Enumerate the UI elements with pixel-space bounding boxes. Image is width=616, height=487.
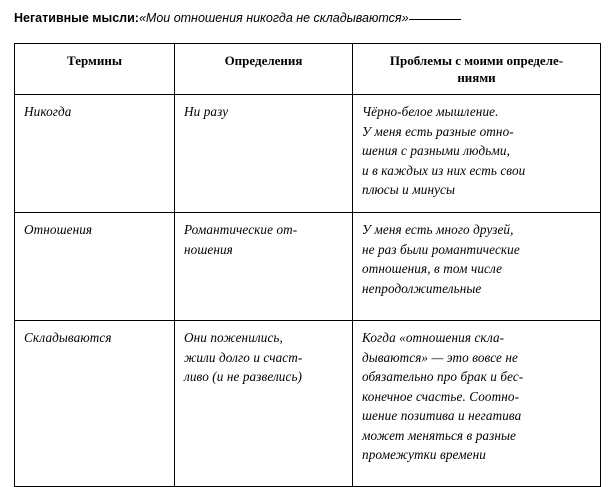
column-header-definitions: Определения bbox=[175, 44, 353, 95]
problem-line: плюсы и минусы bbox=[362, 182, 456, 197]
page-title-quote: «Мои отношения никогда не складываются» bbox=[138, 11, 409, 25]
problem-line: не раз были романтические bbox=[362, 241, 520, 257]
cell-problem bbox=[353, 95, 601, 213]
problem-line: У меня есть много друзей, bbox=[362, 222, 514, 237]
problem-line: и в каждых из них есть свои bbox=[362, 162, 526, 178]
problem-line: промежутки времени bbox=[362, 447, 486, 462]
table-row bbox=[15, 321, 601, 487]
column-header-problems-line-2: ниями bbox=[457, 70, 496, 85]
cell-definition bbox=[175, 213, 353, 321]
column-header-terms: Термины bbox=[15, 44, 175, 95]
problem-line: шения с разными людьми, bbox=[362, 143, 510, 158]
cell-term: Никогда bbox=[15, 95, 175, 213]
definition-line: Романтические от- bbox=[184, 222, 298, 237]
problem-line: может меняться в разные bbox=[362, 427, 517, 443]
problem-line: обязательно про брак и бес- bbox=[362, 369, 524, 384]
cell-problem bbox=[353, 321, 601, 487]
definition-line: ношения bbox=[184, 241, 233, 257]
table-header-row bbox=[15, 44, 601, 95]
problem-line: У меня есть разные отно- bbox=[362, 123, 514, 139]
definitions-table bbox=[14, 43, 601, 487]
table-row bbox=[15, 213, 601, 321]
problem-line: отношения, в том числе bbox=[362, 261, 503, 276]
problem-line: Когда «отношения скла- bbox=[362, 330, 505, 345]
page-title bbox=[14, 10, 602, 26]
table-row bbox=[15, 95, 601, 213]
definition-line: Ни разу bbox=[184, 104, 229, 119]
cell-definition bbox=[175, 321, 353, 487]
problem-line: конечное счастье. Соотно- bbox=[362, 388, 520, 404]
problem-line: шение позитива и негатива bbox=[362, 408, 522, 423]
page-title-label: Негативные мысли: bbox=[14, 11, 139, 25]
column-header-problems bbox=[353, 44, 601, 95]
cell-definition bbox=[175, 95, 353, 213]
problem-line: Чёрно-белое мышление. bbox=[362, 104, 499, 119]
cell-problem bbox=[353, 213, 601, 321]
definition-line: Они поженились, bbox=[184, 330, 283, 345]
problem-line: непродолжительные bbox=[362, 280, 482, 296]
title-blank-line bbox=[409, 19, 461, 20]
cell-term: Складываются bbox=[15, 321, 175, 487]
column-header-problems-line-1: Проблемы с моими определе- bbox=[389, 53, 564, 68]
definition-line: жили долго и счаст- bbox=[184, 349, 303, 365]
definition-line: ливо (и не развелись) bbox=[184, 369, 303, 384]
problem-line: дываются» — это вовсе не bbox=[362, 349, 518, 365]
cell-term: Отношения bbox=[15, 213, 175, 321]
